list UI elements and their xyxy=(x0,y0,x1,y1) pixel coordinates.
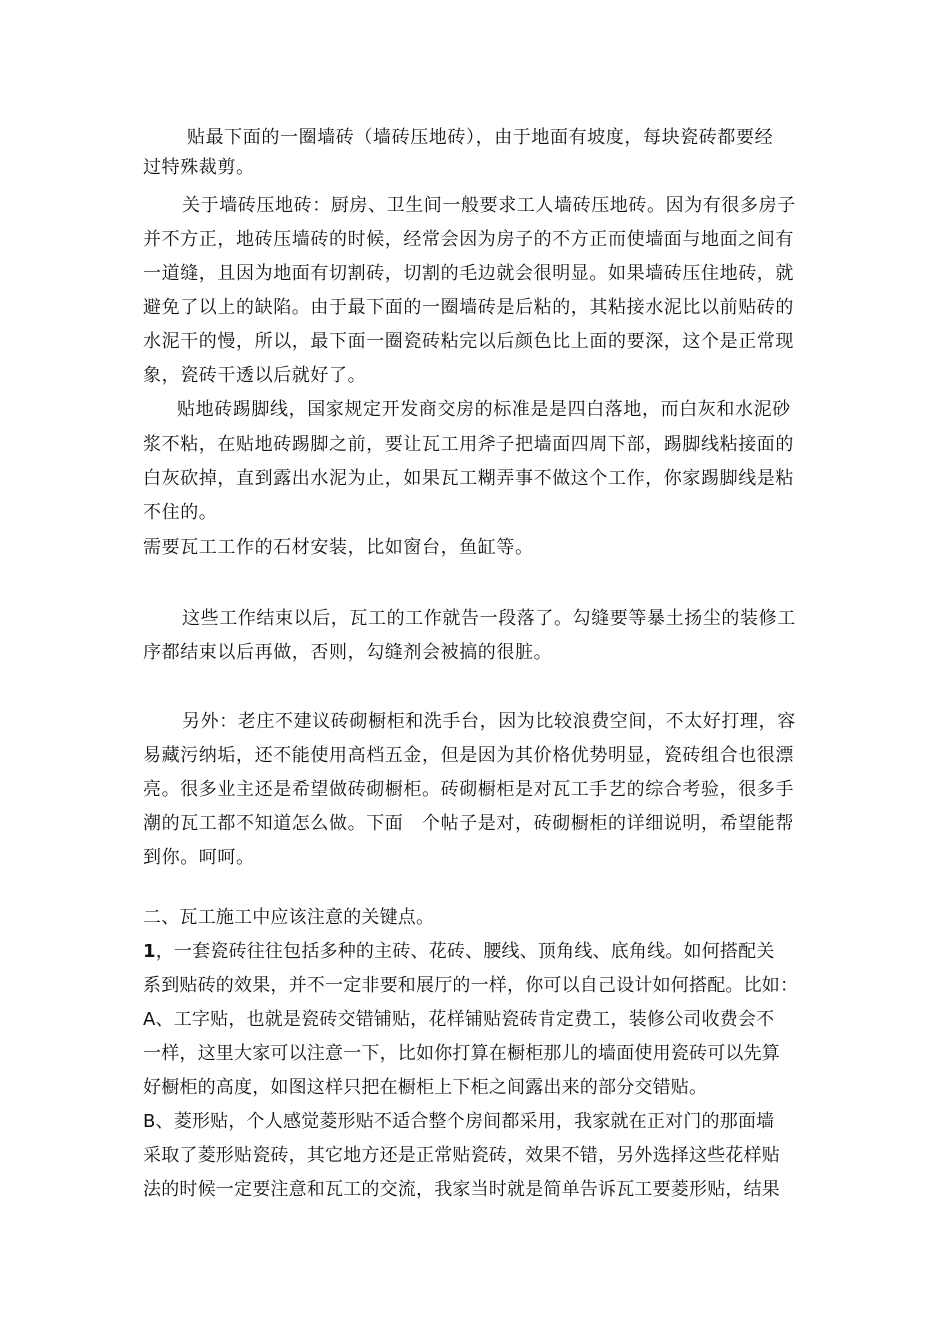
item-a-line-2: 一样，这里大家可以注意一下，比如你打算在橱柜那儿的墙面使用瓷砖可以先算 xyxy=(143,1043,780,1064)
paragraph-6-line-1: 另外：老庄不建议砖砌橱柜和洗手台，因为比较浪费空间，不太好打理，容 xyxy=(182,711,796,732)
paragraph-1-line-1: 贴最下面的一圈墙砖（墙砖压地砖），由于地面有坡度，每块瓷砖都要经 xyxy=(187,127,774,148)
paragraph-2-line-2: 并不方正，地砖压墙砖的时候，经常会因为房子的不方正而使墙面与地面之间有 xyxy=(143,229,794,250)
paragraph-3-line-4: 不住的。 xyxy=(143,502,218,523)
paragraph-2-line-6: 象，瓷砖干透以后就好了。 xyxy=(143,365,367,386)
paragraph-6-line-5: 到你。呵呵。 xyxy=(143,847,255,868)
paragraph-2-line-1: 关于墙砖压地砖：厨房、卫生间一般要求工人墙砖压地砖。因为有很多房子 xyxy=(182,195,796,216)
paragraph-1-line-2: 过特殊裁剪。 xyxy=(143,157,255,178)
paragraph-6-line-4: 潮的瓦工都不知道怎么做。下面 个帖子是对，砖砌橱柜的详细说明，希望能帮 xyxy=(143,813,794,834)
item-1-line-1 xyxy=(143,940,775,964)
paragraph-6-line-2: 易藏污纳垢，还不能使用高档五金，但是因为其价格优势明显，瓷砖组合也很漂 xyxy=(143,745,794,766)
paragraph-3-line-2: 浆不粘，在贴地砖踢脚之前，要让瓦工用斧子把墙面四周下部，踢脚线粘接面的 xyxy=(143,434,794,455)
item-a-line-1: A、工字贴，也就是瓷砖交错铺贴，花样铺贴瓷砖肯定费工，装修公司收费会不 xyxy=(143,1009,775,1030)
item-1-line-1-text: ，一套瓷砖往往包括多种的主砖、花砖、腰线、顶角线、底角线。如何搭配关 xyxy=(155,941,775,962)
paragraph-2-line-3: 一道缝，且因为地面有切割砖，切割的毛边就会很明显。如果墙砖压住地砖，就 xyxy=(143,263,794,284)
item-b-line-1: B、菱形贴，个人感觉菱形贴不适合整个房间都采用，我家就在正对门的那面墙 xyxy=(143,1111,775,1132)
section-heading: 二、瓦工施工中应该注意的关键点。 xyxy=(143,907,435,928)
paragraph-4-line-1: 需要瓦工工作的石材安装，比如窗台，鱼缸等。 xyxy=(143,537,534,558)
paragraph-3-line-3: 白灰砍掉，直到露出水泥为止，如果瓦工糊弄事不做这个工作，你家踢脚线是粘 xyxy=(143,468,794,489)
paragraph-5-line-1: 这些工作结束以后，瓦工的工作就告一段落了。勾缝要等暴土扬尘的装修工 xyxy=(182,608,796,629)
paragraph-2-line-5: 水泥干的慢，所以，最下面一圈瓷砖粘完以后颜色比上面的要深，这个是正常现 xyxy=(143,331,794,352)
item-a-line-3: 好橱柜的高度，如图这样只把在橱柜上下柜之间露出来的部分交错贴。 xyxy=(143,1077,708,1098)
paragraph-6-line-3: 亮。很多业主还是希望做砖砌橱柜。砖砌橱柜是对瓦工手艺的综合考验，很多手 xyxy=(143,779,794,800)
item-number: 1 xyxy=(143,941,156,962)
item-b-line-2: 采取了菱形贴瓷砖，其它地方还是正常贴瓷砖，效果不错，另外选择这些花样贴 xyxy=(143,1145,780,1166)
paragraph-3-line-1: 贴地砖踢脚线，国家规定开发商交房的标准是是四白落地，而白灰和水泥砂 xyxy=(177,399,791,420)
paragraph-5-line-2: 序都结束以后再做，否则，勾缝剂会被搞的很脏。 xyxy=(143,642,553,663)
paragraph-2-line-4: 避免了以上的缺陷。由于最下面的一圈墙砖是后粘的，其粘接水泥比以前贴砖的 xyxy=(143,297,794,318)
item-1-line-2: 系到贴砖的效果，并不一定非要和展厅的一样，你可以自己设计如何搭配。比如： xyxy=(143,975,799,996)
item-b-line-3: 法的时候一定要注意和瓦工的交流，我家当时就是简单告诉瓦工要菱形贴，结果 xyxy=(143,1179,780,1200)
